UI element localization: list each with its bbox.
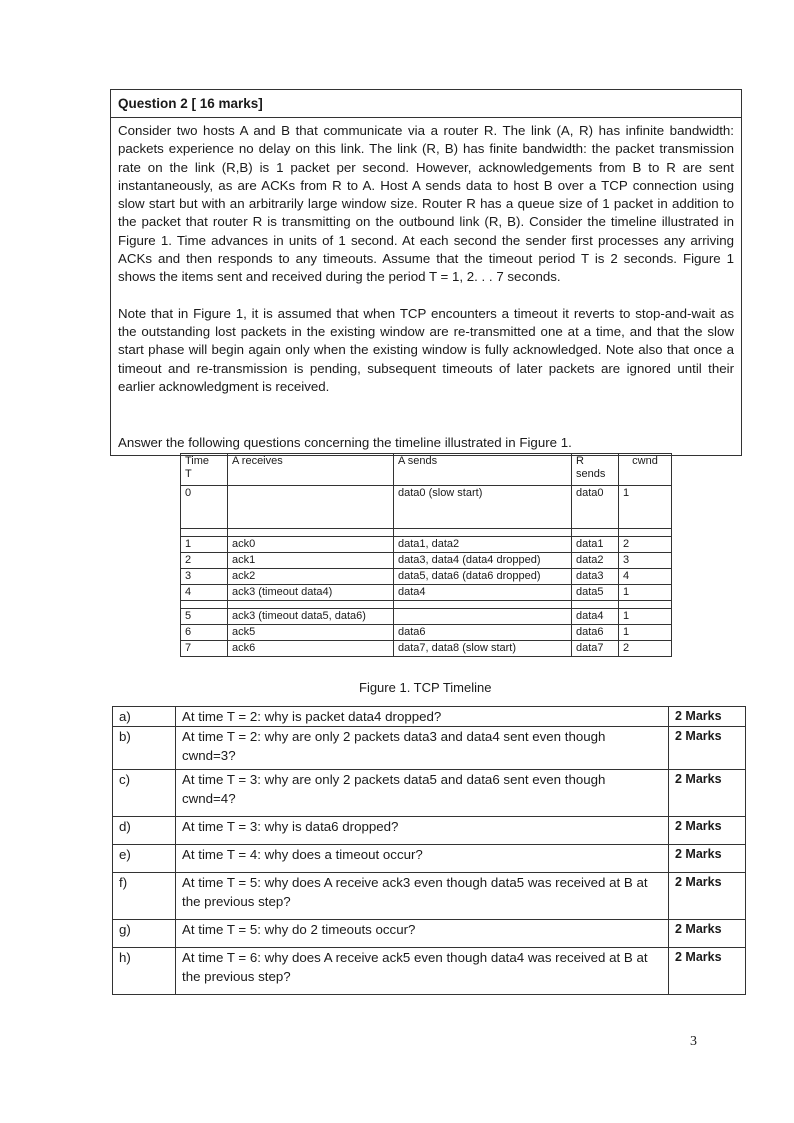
cell-cwnd: 4 [619, 569, 672, 585]
cell-cwnd: 2 [619, 537, 672, 553]
cell-time: 6 [181, 625, 228, 641]
header-a-receives: A receives [228, 454, 394, 486]
table-row [181, 641, 672, 657]
question-box [110, 89, 742, 456]
timeline-table [180, 453, 672, 657]
table-row [181, 537, 672, 553]
subquestions-table [112, 706, 746, 995]
cell-a-receives: ack1 [228, 553, 394, 569]
cell-r-sends: data6 [572, 625, 619, 641]
subquestion-marks: 2 Marks [669, 727, 746, 770]
cell-cwnd: 1 [619, 625, 672, 641]
subquestion-marks: 2 Marks [669, 770, 746, 817]
cell-time: 4 [181, 585, 228, 601]
cell-cwnd: 3 [619, 553, 672, 569]
subquestion-text: At time T = 6: why does A receive ack5 even though data4 was received at B at the previous step? [176, 948, 669, 995]
cell-time: 0 [181, 486, 228, 529]
subquestion-text: At time T = 3: why are only 2 packets data5 and data6 sent even though cwnd=4? [176, 770, 669, 817]
subquestion-row [113, 707, 746, 727]
subquestion-row [113, 920, 746, 948]
figure-caption: Figure 1. TCP Timeline [359, 680, 492, 695]
cell-a-receives: ack6 [228, 641, 394, 657]
subquestion-row [113, 817, 746, 845]
subquestion-marks: 2 Marks [669, 707, 746, 727]
subquestion-label: b) [113, 727, 176, 770]
subquestion-row [113, 727, 746, 770]
cell-a-sends: data5, data6 (data6 dropped) [394, 569, 572, 585]
cell-time: 5 [181, 609, 228, 625]
subquestion-row [113, 948, 746, 995]
subquestion-label: c) [113, 770, 176, 817]
cell-r-sends: data7 [572, 641, 619, 657]
cell-a-sends: data4 [394, 585, 572, 601]
subquestion-text: At time T = 5: why do 2 timeouts occur? [176, 920, 669, 948]
question-body [111, 118, 741, 396]
subquestion-text: At time T = 5: why does A receive ack3 even though data5 was received at B at the previous step? [176, 873, 669, 920]
table-spacer [181, 529, 672, 537]
cell-a-sends: data7, data8 (slow start) [394, 641, 572, 657]
cell-a-receives [228, 486, 394, 529]
header-a-sends: A sends [394, 454, 572, 486]
cell-a-sends: data0 (slow start) [394, 486, 572, 529]
table-row [181, 553, 672, 569]
header-time: Time T [181, 454, 228, 486]
cell-a-receives: ack2 [228, 569, 394, 585]
header-r-sends: R sends [572, 454, 619, 486]
table-row [181, 609, 672, 625]
cell-r-sends: data3 [572, 569, 619, 585]
subquestion-row [113, 873, 746, 920]
cell-time: 2 [181, 553, 228, 569]
question-paragraph-1: Consider two hosts A and B that communicate via a router R. The link (A, R) has infinite bandwidth: packets experience no delay on this link. The link (R, B) has finite bandwidth: the packet transmission rate on the link (R,B) is 1 packet per second. However, acknowledgements from B to R are sent instantaneously, as are ACKs from R to A. Host A sends data to host B over a TCP connection using slow start but with an arbitrarily large window size. Router R has a queue size of 1 packet in addition to the packet that router R is transmitting on the outbound link (R, B). Consider the timeline illustrated in Figure 1. Time advances in units of 1 second. At each second the sender first processes any arriving ACKs and then responds to any timeouts. Assume that the timeout period T is 2 seconds. Figure 1 shows the items sent and received during the period T = 1, 2. . . 7 seconds. [118, 123, 734, 285]
subquestion-label: d) [113, 817, 176, 845]
cell-a-sends: data3, data4 (data4 dropped) [394, 553, 572, 569]
answer-instruction: Answer the following questions concerning the timeline illustrated in Figure 1. [118, 435, 572, 450]
cell-time: 7 [181, 641, 228, 657]
subquestion-marks: 2 Marks [669, 920, 746, 948]
question-paragraph-2: Note that in Figure 1, it is assumed that when TCP encounters a timeout it reverts to stop-and-wait as the outstanding lost packets in the existing window are re-transmitted one at a time, and that the slow start phase will begin again only when the existing window is fully acknowledged. Note also that once a timeout and re-transmission is pending, subsequent timeouts of later packets are ignored until their earlier acknowledgment is received. [118, 305, 734, 394]
cell-a-sends [394, 609, 572, 625]
cell-a-receives: ack5 [228, 625, 394, 641]
cell-time: 1 [181, 537, 228, 553]
table-row [181, 625, 672, 641]
cell-a-receives: ack3 (timeout data4) [228, 585, 394, 601]
header-cwnd: cwnd [619, 454, 672, 486]
cell-a-receives: ack3 (timeout data5, data6) [228, 609, 394, 625]
subquestion-text: At time T = 3: why is data6 dropped? [176, 817, 669, 845]
subquestion-row [113, 770, 746, 817]
subquestion-text: At time T = 2: why are only 2 packets data3 and data4 sent even though cwnd=3? [176, 727, 669, 770]
cell-r-sends: data4 [572, 609, 619, 625]
page-number: 3 [690, 1034, 697, 1049]
cell-a-sends: data6 [394, 625, 572, 641]
cell-r-sends: data2 [572, 553, 619, 569]
subquestion-marks: 2 Marks [669, 845, 746, 873]
table-spacer [181, 601, 672, 609]
subquestion-marks: 2 Marks [669, 817, 746, 845]
cell-time: 3 [181, 569, 228, 585]
subquestion-marks: 2 Marks [669, 948, 746, 995]
subquestion-marks: 2 Marks [669, 873, 746, 920]
timeline-header-row [181, 454, 672, 486]
table-row [181, 585, 672, 601]
question-header: Question 2 [ 16 marks] [111, 90, 741, 118]
subquestion-text: At time T = 2: why is packet data4 dropped? [176, 707, 669, 727]
cell-cwnd: 1 [619, 609, 672, 625]
cell-a-sends: data1, data2 [394, 537, 572, 553]
cell-r-sends: data5 [572, 585, 619, 601]
cell-r-sends: data0 [572, 486, 619, 529]
subquestion-row [113, 845, 746, 873]
subquestion-label: h) [113, 948, 176, 995]
subquestion-label: f) [113, 873, 176, 920]
table-row [181, 486, 672, 529]
cell-cwnd: 1 [619, 486, 672, 529]
cell-cwnd: 2 [619, 641, 672, 657]
subquestion-text: At time T = 4: why does a timeout occur? [176, 845, 669, 873]
subquestion-label: g) [113, 920, 176, 948]
subquestion-label: e) [113, 845, 176, 873]
table-row [181, 569, 672, 585]
cell-r-sends: data1 [572, 537, 619, 553]
cell-a-receives: ack0 [228, 537, 394, 553]
subquestion-label: a) [113, 707, 176, 727]
cell-cwnd: 1 [619, 585, 672, 601]
